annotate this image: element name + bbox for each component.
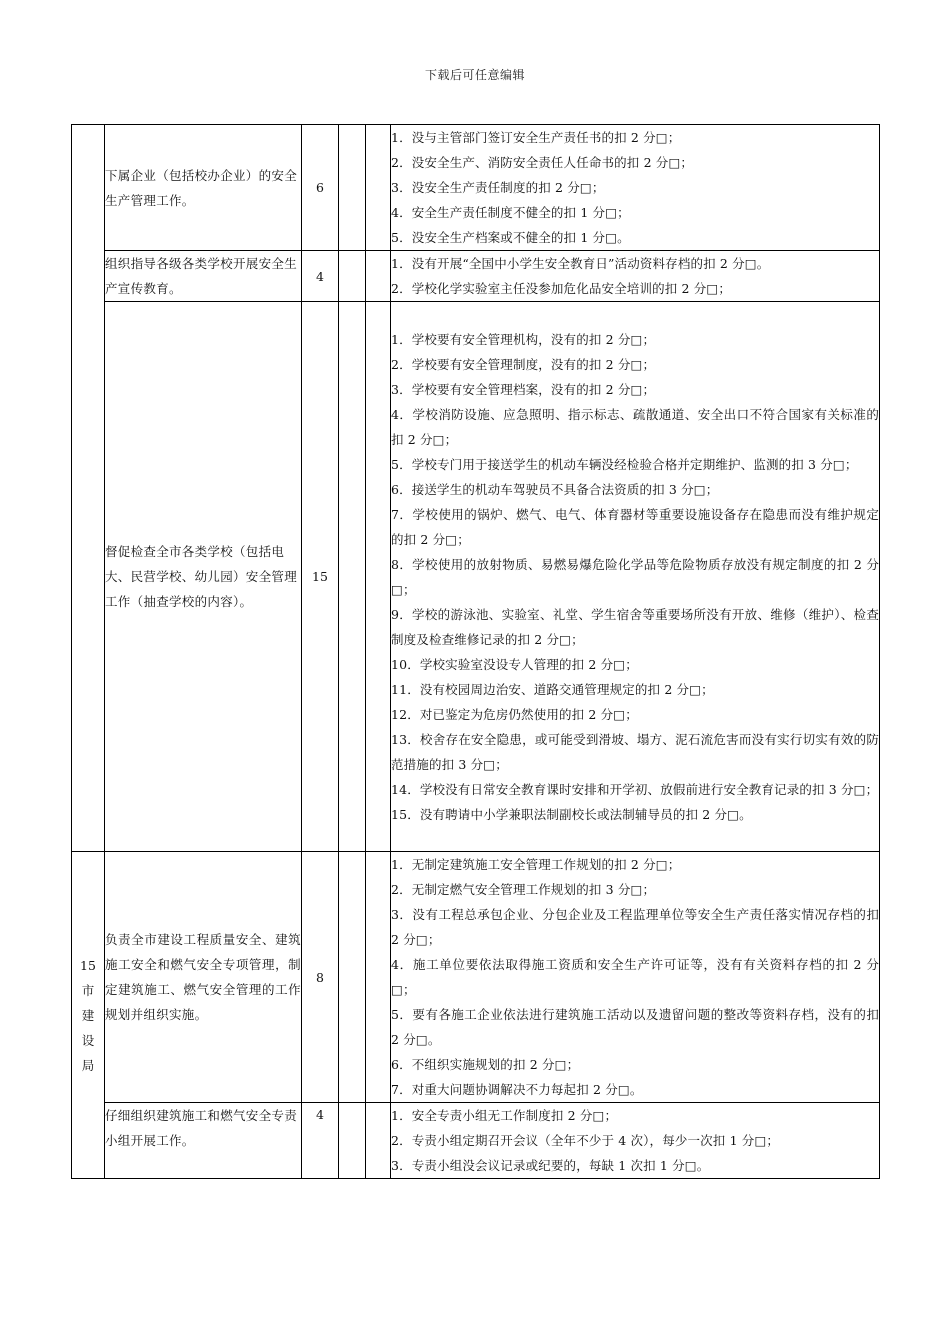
rule-item: 13．校舍存在安全隐患，或可能受到滑坡、塌方、泥石流危害而没有实行切实有效的防范措施的扣 3 分□； (391, 731, 879, 772)
rule-item: 8．学校使用的放射物质、易燃易爆危险化学品等危险物质存放没有规定制度的扣 2 分□； (391, 556, 879, 597)
rule-item: 1．无制定建筑施工安全管理工作规划的扣 2 分□； (391, 857, 681, 872)
org-cell-education (72, 125, 105, 852)
rule-item: 1．安全专责小组无工作制度扣 2 分□； (391, 1108, 618, 1123)
rule-item: 9．学校的游泳池、实验室、礼堂、学生宿舍等重要场所没有开放、维修（维护）、检查制度及检查维修记录的扣 2 分□； (391, 606, 879, 647)
blank-cell-b (366, 125, 391, 251)
rule-item: 1．学校要有安全管理机构，没有的扣 2 分□； (391, 331, 656, 347)
rule-item: 6．接送学生的机动车驾驶员不具备合法资质的扣 3 分□； (391, 481, 719, 497)
rule-item: 3．专责小组没会议记录或纪要的，每缺 1 次扣 1 分□。 (391, 1158, 710, 1173)
blank-cell-b (366, 302, 391, 852)
rule-item: 2．学校要有安全管理制度，没有的扣 2 分□； (391, 356, 656, 372)
score-cell: 6 (302, 125, 339, 251)
rule-item: 2．无制定燃气安全管理工作规划的扣 3 分□； (391, 882, 656, 897)
score-cell: 8 (302, 852, 339, 1103)
org-name-char: 局 (81, 1057, 95, 1073)
blank-cell-a (339, 1103, 366, 1179)
table-row (72, 852, 880, 1103)
org-name-char: 设 (81, 1032, 95, 1048)
blank-cell-a (339, 302, 366, 852)
page-header-note: 下载后可任意编辑 (424, 68, 525, 82)
rules-cell (391, 852, 880, 1103)
table-row (72, 302, 880, 852)
rule-item: 5．学校专门用于接送学生的机动车辆没经检验合格并定期维护、监测的扣 3 分□； (391, 456, 858, 472)
rule-item: 2．专责小组定期召开会议（全年不少于 4 次），每少一次扣 1 分□； (391, 1133, 780, 1148)
rules-cell (391, 302, 880, 852)
table-row (72, 251, 880, 302)
rule-item: 4．学校消防设施、应急照明、指示标志、疏散通道、安全出口不符合国家有关标准的扣 2 分□； (391, 406, 879, 447)
task-cell: 仔细组织建筑施工和燃气安全专责小组开展工作。 (105, 1103, 302, 1179)
table-row (72, 1103, 880, 1179)
blank-cell-a (339, 251, 366, 302)
rule-item: 3．学校要有安全管理档案，没有的扣 2 分□； (391, 381, 656, 397)
blank-cell-b (366, 852, 391, 1103)
rule-item: 1．没有开展“全国中小学生安全教育日”活动资料存档的扣 2 分□。 (391, 256, 770, 271)
rule-item: 4．施工单位要依法取得施工资质和安全生产许可证等，没有有关资料存档的扣 2 分□； (391, 957, 879, 997)
rule-item: 14．学校没有日常安全教育课时安排和开学初、放假前进行安全教育记录的扣 3 分□； (391, 781, 879, 797)
rules-cell (391, 125, 880, 251)
rule-item: 5．要有各施工企业依法进行建筑施工活动以及遗留问题的整改等资料存档，没有的扣 2 分□。 (391, 1007, 879, 1047)
blank-cell-a (339, 852, 366, 1103)
task-cell: 下属企业（包括校办企业）的安全生产管理工作。 (105, 125, 302, 251)
rule-item: 2．没安全生产、消防安全责任人任命书的扣 2 分□； (391, 155, 694, 170)
rule-item: 3．没有工程总承包企业、分包企业及工程监理单位等安全生产责任落实情况存档的扣 2 分□； (391, 907, 879, 947)
rule-item: 7．学校使用的锅炉、燃气、电气、体育器材等重要设施设备存在隐患而没有维护规定的扣 2 分□； (391, 506, 879, 547)
rule-item: 12．对已鉴定为危房仍然使用的扣 2 分□； (391, 706, 638, 722)
score-cell: 15 (302, 302, 339, 852)
rule-item: 1．没与主管部门签订安全生产责任书的扣 2 分□； (391, 130, 681, 145)
rule-item: 4．安全生产责任制度不健全的扣 1 分□； (391, 205, 630, 220)
rule-item: 2．学校化学实验室主任没参加危化品安全培训的扣 2 分□； (391, 281, 732, 296)
org-number: 15 (80, 957, 96, 973)
score-cell: 4 (302, 1103, 339, 1179)
rules-cell (391, 1103, 880, 1179)
task-cell: 督促检查全市各类学校（包括电大、民营学校、幼儿园）安全管理工作（抽查学校的内容）。 (105, 302, 302, 852)
rule-item: 15．没有聘请中小学兼职法制副校长或法制辅导员的扣 2 分□。 (391, 806, 752, 822)
score-cell: 4 (302, 251, 339, 302)
blank-cell-b (366, 251, 391, 302)
rule-item: 7．对重大问题协调解决不力每起扣 2 分□。 (391, 1082, 643, 1097)
blank-cell-b (366, 1103, 391, 1179)
rule-item: 11．没有校园周边治安、道路交通管理规定的扣 2 分□； (391, 681, 714, 697)
rule-item: 3．没安全生产责任制度的扣 2 分□； (391, 180, 605, 195)
rules-cell (391, 251, 880, 302)
blank-cell-a (339, 125, 366, 251)
task-cell: 负责全市建设工程质量安全、建筑施工安全和燃气安全专项管理，制定建筑施工、燃气安全管理的工作规划并组织实施。 (105, 852, 302, 1103)
table-row (72, 125, 880, 251)
rule-item: 6．不组织实施规划的扣 2 分□； (391, 1057, 580, 1072)
rule-item: 5．没安全生产档案或不健全的扣 1 分□。 (391, 230, 630, 245)
task-cell: 组织指导各级各类学校开展安全生产宣传教育。 (105, 251, 302, 302)
org-cell-construction (72, 852, 105, 1179)
assessment-table (71, 124, 880, 1179)
rule-item: 10．学校实验室没设专人管理的扣 2 分□； (391, 656, 638, 672)
org-name-char: 建 (81, 1007, 95, 1023)
org-name-char: 市 (81, 982, 95, 998)
